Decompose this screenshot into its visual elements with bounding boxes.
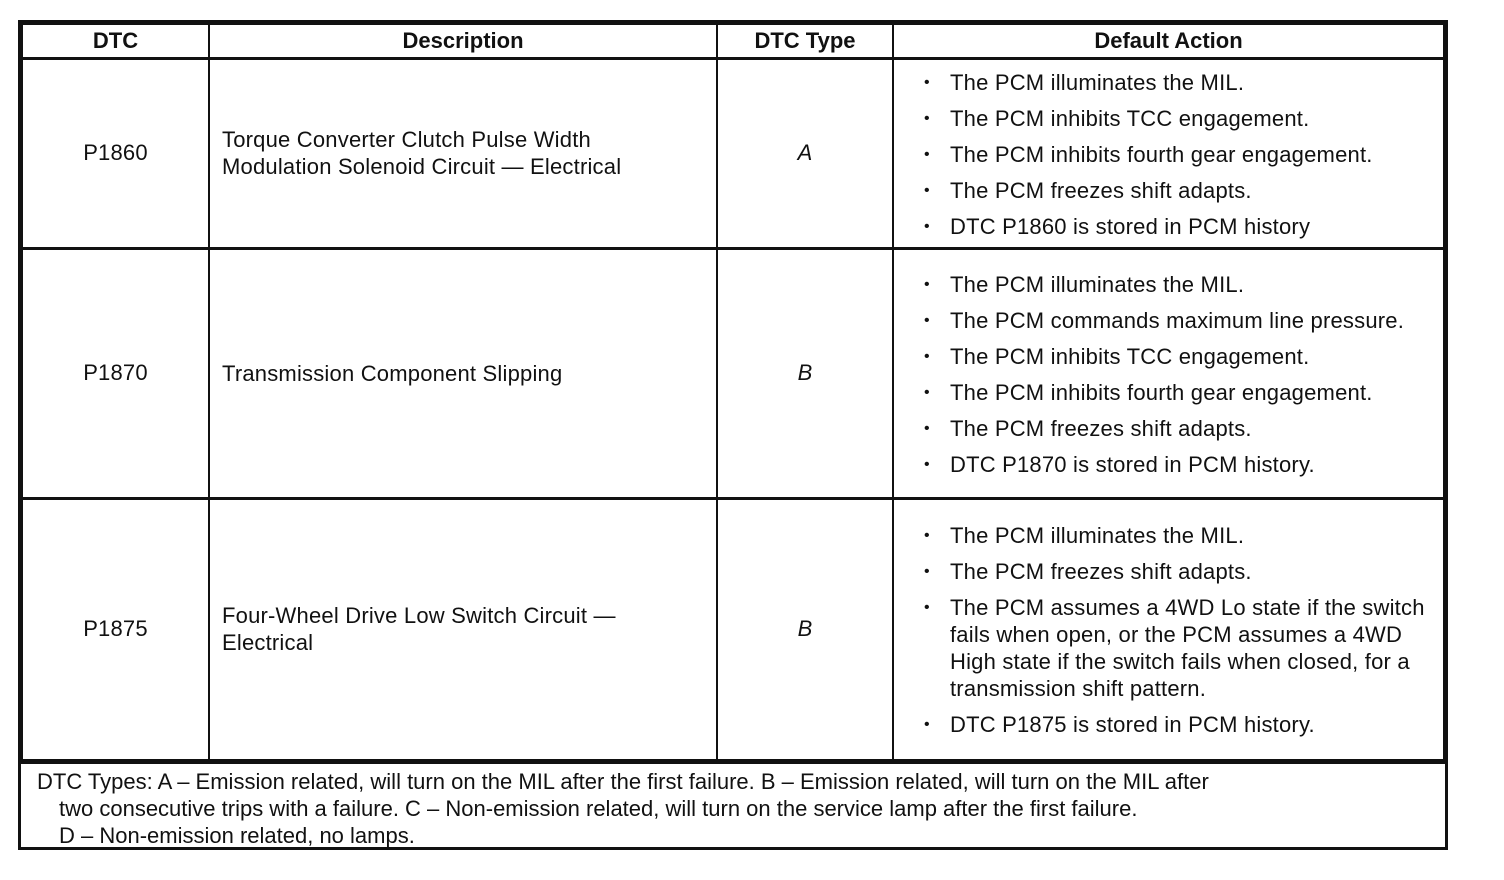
- action-item: [924, 213, 1435, 240]
- bullet-icon: •: [924, 527, 930, 545]
- header-description: Description: [209, 24, 717, 58]
- action-item: [924, 271, 1435, 298]
- dtc-code: P1875: [22, 498, 209, 760]
- header-default-action: Default Action: [893, 24, 1444, 58]
- action-item: [924, 379, 1435, 406]
- action-item: [924, 522, 1435, 549]
- bullet-icon: •: [924, 419, 930, 437]
- action-item: [924, 558, 1435, 585]
- action-text: The PCM illuminates the MIL.: [950, 523, 1245, 549]
- bullet-icon: •: [924, 181, 930, 199]
- bullet-icon: •: [924, 563, 930, 581]
- action-item: [924, 594, 1435, 702]
- action-text: The PCM inhibits TCC engagement.: [950, 343, 1310, 369]
- table-row-p1860: [22, 58, 1444, 248]
- dtc-table: [21, 23, 1445, 761]
- action-list: [924, 69, 1435, 240]
- action-text: The PCM commands maximum line pressure.: [950, 307, 1405, 333]
- description-line: Torque Converter Clutch Pulse Width: [222, 127, 591, 152]
- action-list: [924, 271, 1435, 478]
- table-row-p1870: [22, 248, 1444, 498]
- default-action-cell: [893, 248, 1444, 498]
- bullet-icon: •: [924, 109, 930, 127]
- description-line: Modulation Solenoid Circuit — Electrical: [222, 154, 622, 179]
- dtc-description: [209, 58, 717, 248]
- default-action-cell: [893, 498, 1444, 760]
- bullet-icon: •: [924, 455, 930, 473]
- header-row: [22, 24, 1444, 58]
- action-text: The PCM illuminates the MIL.: [950, 69, 1245, 95]
- action-text: The PCM inhibits TCC engagement.: [950, 105, 1310, 131]
- description-line: Transmission Component Slipping: [222, 360, 563, 386]
- default-action-cell: [893, 58, 1444, 248]
- action-text: DTC P1860 is stored in PCM history: [950, 213, 1311, 239]
- bullet-icon: •: [924, 275, 930, 293]
- action-item: [924, 343, 1435, 370]
- action-item: [924, 177, 1435, 204]
- action-text: DTC P1875 is stored in PCM history.: [950, 712, 1315, 738]
- header-dtc: DTC: [22, 24, 209, 58]
- bullet-icon: •: [924, 599, 930, 617]
- action-item: [924, 711, 1435, 738]
- bullet-icon: •: [924, 716, 930, 734]
- action-item: [924, 415, 1435, 442]
- footnote-line: D – Non-emission related, no lamps.: [59, 823, 415, 848]
- action-item: [924, 69, 1435, 96]
- dtc-code: P1860: [22, 58, 209, 248]
- dtc-type: B: [717, 248, 893, 498]
- footnote-line: two consecutive trips with a failure. C – Non-emission related, will turn on the service lamp after the first failure.: [59, 796, 1138, 821]
- action-text: The PCM freezes shift adapts.: [950, 559, 1252, 585]
- action-text: The PCM inhibits fourth gear engagement.: [950, 379, 1373, 405]
- action-text: DTC P1870 is stored in PCM history.: [950, 451, 1315, 477]
- action-item: [924, 105, 1435, 132]
- action-text: The PCM inhibits fourth gear engagement.: [950, 141, 1373, 167]
- dtc-code: P1870: [22, 248, 209, 498]
- bullet-icon: •: [924, 145, 930, 163]
- dtc-table-container: [18, 20, 1448, 850]
- footnote-line: DTC Types: A – Emission related, will turn on the MIL after the first failure. B – Emission related, will turn on the MIL after: [37, 769, 1209, 794]
- action-item: [924, 141, 1435, 168]
- action-text: The PCM assumes a 4WD Lo state if the switch fails when open, or the PCM assumes a 4WD High state if the switch fails when closed, for a transmission shift pattern.: [950, 595, 1425, 702]
- action-text: The PCM freezes shift adapts.: [950, 177, 1252, 203]
- bullet-icon: •: [924, 347, 930, 365]
- bullet-icon: •: [924, 383, 930, 401]
- dtc-type: A: [717, 58, 893, 248]
- dtc-description: [209, 248, 717, 498]
- action-item: [924, 307, 1435, 334]
- bullet-icon: •: [924, 311, 930, 329]
- header-dtc-type: DTC Type: [717, 24, 893, 58]
- action-item: [924, 451, 1435, 478]
- bullet-icon: •: [924, 217, 930, 235]
- dtc-type: B: [717, 498, 893, 760]
- dtc-types-footnote: [21, 761, 1445, 855]
- action-text: The PCM freezes shift adapts.: [950, 415, 1252, 441]
- action-text: The PCM illuminates the MIL.: [950, 271, 1245, 297]
- description-line: Four-Wheel Drive Low Switch Circuit —: [222, 603, 616, 629]
- dtc-description: [209, 498, 717, 760]
- description-line: Electrical: [222, 630, 314, 656]
- bullet-icon: •: [924, 73, 930, 91]
- table-row-p1875: [22, 498, 1444, 760]
- action-list: [924, 522, 1435, 738]
